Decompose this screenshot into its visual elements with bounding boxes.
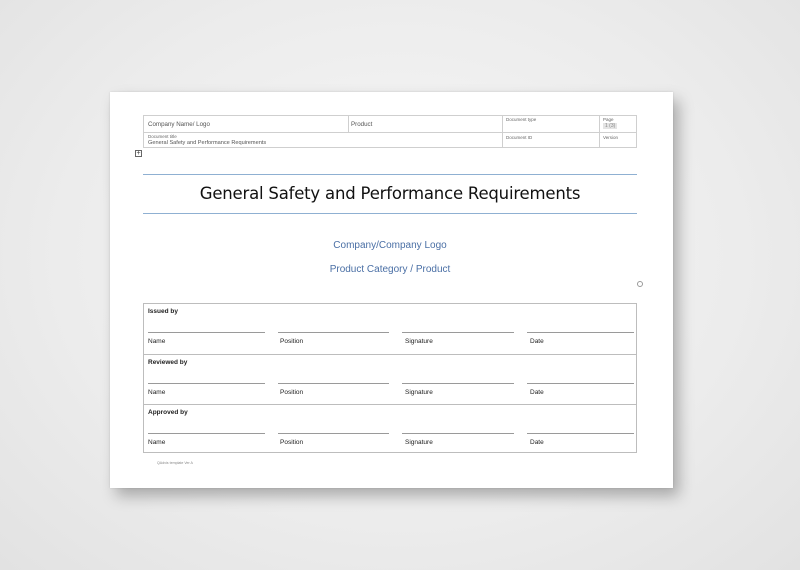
signature-line <box>278 383 389 384</box>
approval-row-issued <box>144 304 636 354</box>
company-line: Company/Company Logo <box>333 240 447 251</box>
company-name-label: Company Name/ Logo <box>148 121 210 128</box>
header-col-divider <box>348 116 349 132</box>
signature-line <box>278 332 389 333</box>
page-label: Page <box>603 117 614 122</box>
signature-line <box>148 332 265 333</box>
signature-line <box>148 383 265 384</box>
signature-line <box>527 332 634 333</box>
field-label-name: Name <box>148 439 166 446</box>
field-label-date: Date <box>530 439 544 446</box>
document-page <box>110 92 673 488</box>
field-label-date: Date <box>530 389 544 396</box>
page-number-field: 1 (3) <box>605 123 616 129</box>
template-version-note: QAdvis template Ver A <box>157 461 193 465</box>
header-row-divider <box>144 132 636 133</box>
header-table <box>143 115 637 148</box>
title-rule-bottom <box>143 213 637 214</box>
approval-row-approved <box>144 404 636 452</box>
anchor-circle-icon <box>637 281 643 287</box>
document-title-label: Document title <box>148 134 177 139</box>
signature-line <box>402 433 514 434</box>
approval-role: Approved by <box>148 409 188 416</box>
table-move-handle-icon[interactable]: + <box>136 150 141 157</box>
signature-line <box>148 433 265 434</box>
product-label: Product <box>351 121 373 128</box>
document-id-label: Document ID <box>506 135 533 140</box>
signature-line <box>278 433 389 434</box>
document-title-value: General Safety and Performance Requirements <box>148 140 267 146</box>
approval-row-reviewed <box>144 354 636 404</box>
field-label-name: Name <box>148 338 166 345</box>
approval-role: Reviewed by <box>148 359 188 366</box>
field-label-position: Position <box>280 439 304 446</box>
field-label-signature: Signature <box>405 439 433 446</box>
document-type-label: Document type <box>506 117 537 122</box>
document-title: General Safety and Performance Requirements <box>199 184 581 203</box>
field-label-signature: Signature <box>405 338 433 345</box>
header-col-divider <box>502 116 503 147</box>
field-label-position: Position <box>280 389 304 396</box>
field-label-signature: Signature <box>405 389 433 396</box>
approval-table <box>143 303 637 453</box>
approval-role: Issued by <box>148 308 178 315</box>
field-label-position: Position <box>280 338 304 345</box>
header-col-divider <box>599 116 600 147</box>
signature-line <box>527 433 634 434</box>
version-label: Version <box>603 135 619 140</box>
field-label-name: Name <box>148 389 166 396</box>
field-label-date: Date <box>530 338 544 345</box>
signature-line <box>527 383 634 384</box>
signature-line <box>402 383 514 384</box>
signature-line <box>402 332 514 333</box>
title-rule-top <box>143 174 637 175</box>
product-line: Product Category / Product <box>329 264 451 275</box>
